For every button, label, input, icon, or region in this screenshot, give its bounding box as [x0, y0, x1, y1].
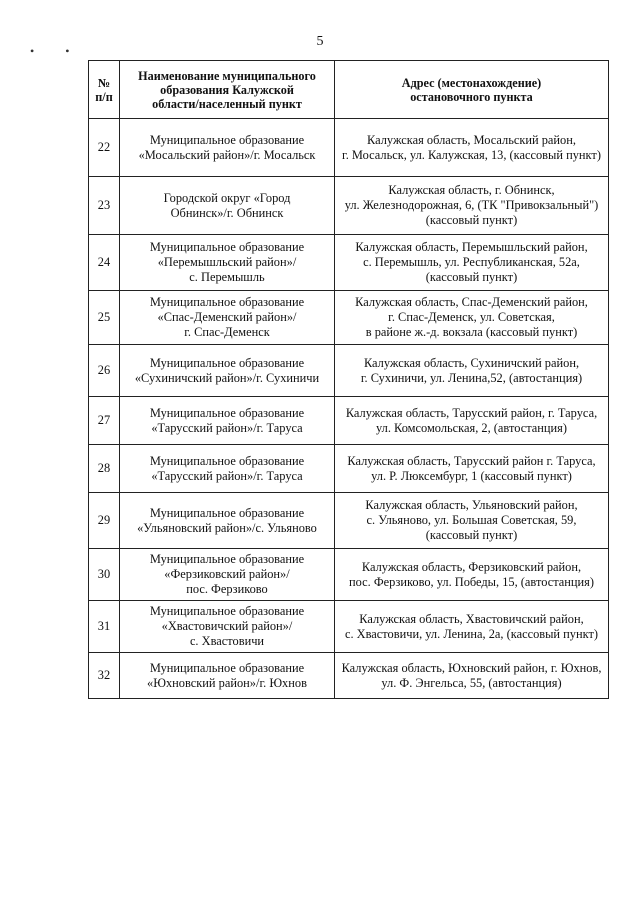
address-cell	[335, 345, 609, 397]
municipality-line: Городской округ «Город	[163, 190, 291, 205]
address-line: ул. Железнодорожная, 6, (ТК "Привокзальный")	[344, 198, 599, 212]
municipality-line: Муниципальное образование	[149, 505, 305, 520]
address-line: с. Перемышль, ул. Республиканская, 52а,	[363, 255, 580, 269]
municipality-line: Муниципальное образование	[149, 405, 305, 420]
header-number-line: п/п	[95, 89, 113, 104]
header-number	[89, 61, 120, 119]
table-row	[89, 345, 609, 397]
header-municipality-line: области/населенный пункт	[152, 96, 302, 111]
row-number: 31	[89, 601, 120, 653]
municipality-line: «Юхновский район»/г. Юхнов	[147, 675, 307, 690]
header-address-line: остановочного пункта	[410, 89, 533, 104]
address-cell	[335, 235, 609, 291]
address-line: в районе ж.-д. вокзала (кассовый пункт)	[365, 325, 578, 339]
address-line: (кассовый пункт)	[425, 213, 518, 227]
address-line: Калужская область, г. Обнинск,	[388, 183, 555, 197]
municipality-cell	[120, 601, 335, 653]
municipality-line: «Мосальский район»/г. Мосальск	[138, 147, 316, 162]
municipality-cell	[120, 549, 335, 601]
municipality-line: Муниципальное образование	[149, 295, 305, 309]
address-line: Калужская область, Тарусский район, г. Таруса,	[345, 405, 598, 420]
municipality-line: Муниципальное образование	[149, 453, 305, 468]
address-line: Калужская область, Тарусский район г. Таруса,	[347, 453, 596, 468]
municipality-line: «Хвастовичский район»/	[161, 619, 293, 633]
address-cell	[335, 119, 609, 177]
address-line: г. Сухиничи, ул. Ленина,52, (автостанция)	[360, 370, 583, 385]
municipality-cell	[120, 653, 335, 699]
address-line: пос. Ферзиково, ул. Победы, 15, (автостанция)	[349, 574, 594, 589]
header-municipality-line: Наименование муниципального	[138, 68, 316, 83]
address-cell	[335, 445, 609, 493]
header-address-line: Адрес (местонахождение)	[401, 75, 542, 90]
address-line: Калужская область, Перемышльский район,	[355, 240, 588, 254]
table-row	[89, 445, 609, 493]
address-line: г. Спас-Деменск, ул. Советская,	[388, 310, 555, 324]
table-row	[89, 653, 609, 699]
municipality-cell	[120, 445, 335, 493]
row-number: 29	[89, 493, 120, 549]
municipality-cell	[120, 345, 335, 397]
address-line: (кассовый пункт)	[425, 528, 518, 542]
address-cell	[335, 177, 609, 235]
municipality-cell	[120, 177, 335, 235]
address-cell	[335, 493, 609, 549]
municipality-line: Муниципальное образование	[149, 132, 305, 147]
municipality-line: с. Перемышль	[189, 270, 265, 284]
address-line: с. Хвастовичи, ул. Ленина, 2а, (кассовый пункт)	[344, 626, 599, 641]
address-line: г. Мосальск, ул. Калужская, 13, (кассовый пункт)	[342, 147, 601, 162]
table-row	[89, 601, 609, 653]
address-line: ул. Ф. Энгельса, 55, (автостанция)	[381, 675, 562, 690]
scan-marks: • •	[30, 44, 84, 58]
address-line: Калужская область, Спас-Деменский район,	[355, 295, 588, 309]
address-cell	[335, 397, 609, 445]
table-row	[89, 235, 609, 291]
table-row	[89, 493, 609, 549]
address-line: (кассовый пункт)	[425, 270, 518, 284]
address-cell	[335, 549, 609, 601]
municipality-line: «Спас-Деменский район»/	[157, 310, 297, 324]
table-row	[89, 291, 609, 345]
municipality-line: Обнинск»/г. Обнинск	[170, 205, 284, 220]
address-line: Калужская область, Сухиничский район,	[363, 355, 580, 370]
municipality-cell	[120, 493, 335, 549]
municipality-line: «Ульяновский район»/с. Ульяново	[137, 520, 317, 535]
municipality-line: пос. Ферзиково	[186, 582, 268, 596]
municipality-line: «Ферзиковский район»/	[164, 567, 290, 581]
municipality-line: Муниципальное образование	[149, 552, 305, 566]
municipality-line: Муниципальное образование	[149, 240, 305, 254]
row-number: 27	[89, 397, 120, 445]
table-header-row	[89, 61, 609, 119]
table-body	[89, 119, 609, 699]
address-cell	[335, 291, 609, 345]
row-number: 32	[89, 653, 120, 699]
table-row	[89, 177, 609, 235]
row-number: 25	[89, 291, 120, 345]
address-line: Калужская область, Ульяновский район,	[365, 498, 578, 512]
municipality-line: Муниципальное образование	[149, 604, 305, 618]
address-cell	[335, 653, 609, 699]
municipality-cell	[120, 235, 335, 291]
municipality-line: Муниципальное образование	[149, 660, 305, 675]
stops-table	[88, 60, 609, 699]
row-number: 28	[89, 445, 120, 493]
address-line: с. Ульяново, ул. Большая Советская, 59,	[366, 513, 577, 527]
municipality-line: «Перемышльский район»/	[157, 255, 297, 269]
municipality-line: Муниципальное образование	[149, 355, 305, 370]
municipality-line: «Сухиничский район»/г. Сухиничи	[134, 370, 320, 385]
row-number: 22	[89, 119, 120, 177]
address-line: ул. Комсомольская, 2, (автостанция)	[376, 420, 567, 435]
header-municipality-line: образования Калужской	[160, 82, 294, 97]
address-line: Калужская область, Юхновский район, г. Юхнов,	[341, 660, 602, 675]
row-number: 24	[89, 235, 120, 291]
address-cell	[335, 601, 609, 653]
address-line: Калужская область, Ферзиковский район,	[361, 559, 582, 574]
row-number: 23	[89, 177, 120, 235]
address-line: Калужская область, Мосальский район,	[367, 132, 576, 147]
municipality-cell	[120, 397, 335, 445]
header-number-line: №	[97, 75, 111, 90]
municipality-line: «Тарусский район»/г. Таруса	[151, 468, 303, 483]
header-municipality	[120, 61, 335, 119]
row-number: 26	[89, 345, 120, 397]
page-number: 5	[316, 34, 324, 49]
table-row	[89, 119, 609, 177]
table-row	[89, 549, 609, 601]
municipality-line: с. Хвастовичи	[189, 634, 265, 648]
municipality-line: «Тарусский район»/г. Таруса	[151, 420, 303, 435]
municipality-line: г. Спас-Деменск	[184, 325, 270, 339]
municipality-cell	[120, 291, 335, 345]
table-row	[89, 397, 609, 445]
municipality-cell	[120, 119, 335, 177]
address-line: Калужская область, Хвастовичский район,	[359, 611, 584, 626]
row-number: 30	[89, 549, 120, 601]
address-line: ул. Р. Люксембург, 1 (кассовый пункт)	[371, 468, 572, 483]
header-address	[335, 61, 609, 119]
